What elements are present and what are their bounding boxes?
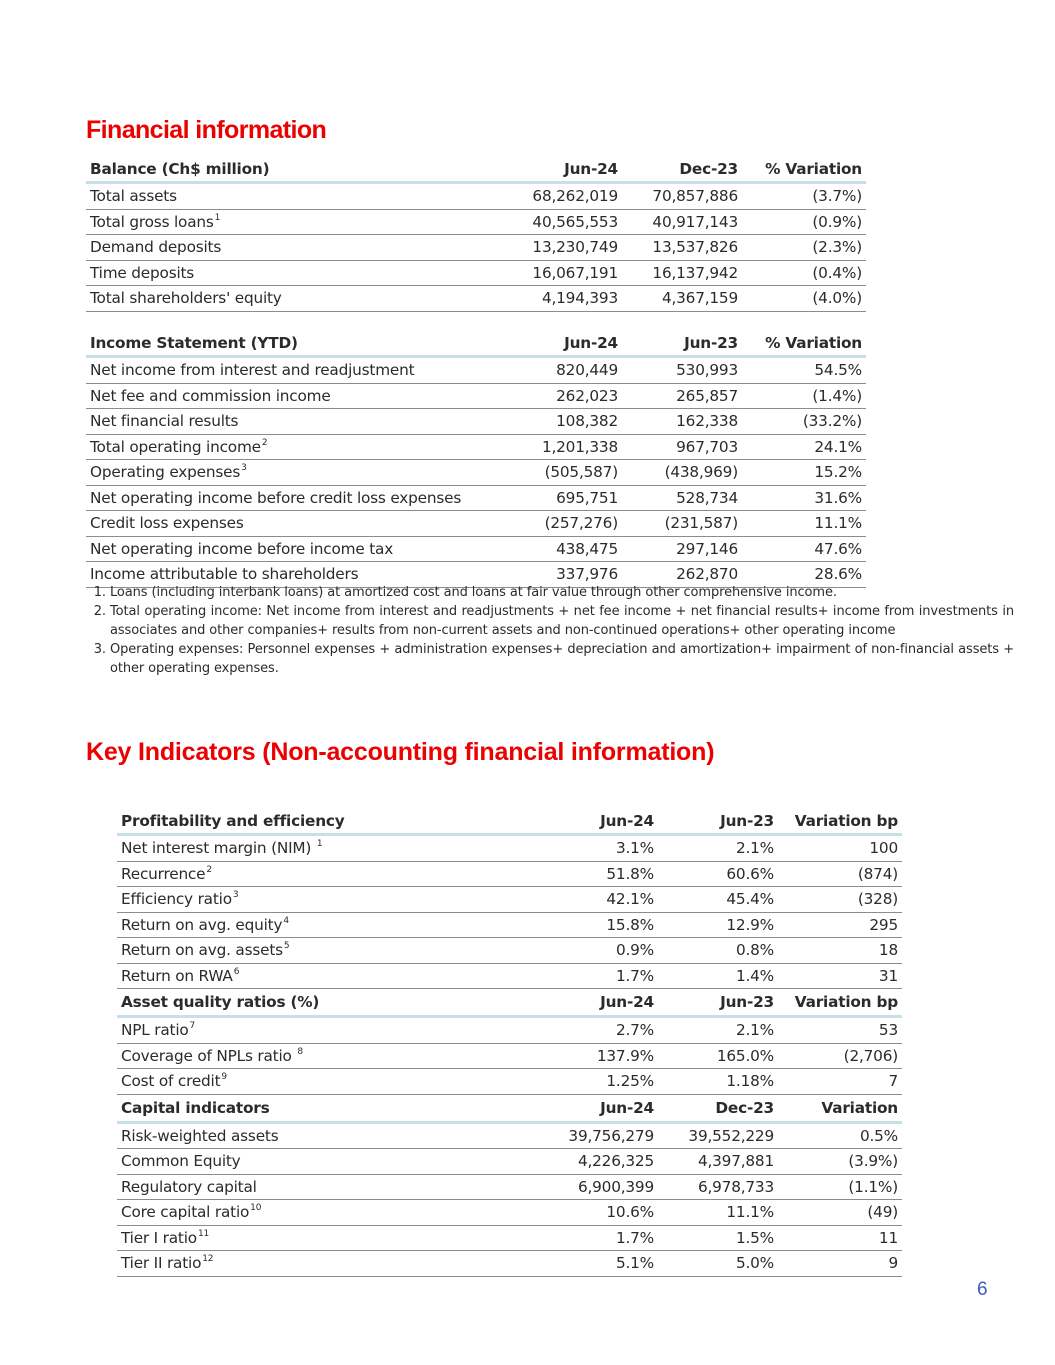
value-cell: (49)	[778, 1200, 902, 1226]
value-cell: (0.9%)	[742, 209, 866, 235]
row-label-text: Net operating income before income tax	[90, 539, 394, 558]
value-cell: 528,734	[622, 485, 742, 511]
value-cell: 2.7%	[540, 1017, 658, 1044]
row-label	[86, 434, 486, 460]
value-cell: 137.9%	[540, 1043, 658, 1069]
table-row	[117, 938, 902, 964]
footnote-marker: 4	[283, 915, 289, 926]
value-cell: 18	[778, 938, 902, 964]
row-label-text: Regulatory capital	[121, 1177, 257, 1196]
column-header: Jun-24	[540, 989, 658, 1017]
value-cell: 13,230,749	[486, 235, 622, 261]
footnote-marker: 3	[241, 463, 247, 474]
value-cell: 6,900,399	[540, 1174, 658, 1200]
value-cell: 2.1%	[658, 1017, 778, 1044]
footnote-marker: 12	[202, 1254, 214, 1265]
value-cell: 265,857	[622, 383, 742, 409]
value-cell: 60.6%	[658, 861, 778, 887]
table-row	[117, 1043, 902, 1069]
section-header: Capital indicators	[117, 1094, 540, 1122]
value-cell: 297,146	[622, 536, 742, 562]
table-row	[117, 887, 902, 913]
row-label-text: Net fee and commission income	[90, 386, 331, 405]
footnote-marker: 1	[316, 839, 323, 850]
row-label	[86, 485, 486, 511]
value-cell: (2.3%)	[742, 235, 866, 261]
row-label	[86, 209, 486, 235]
value-cell: 68,262,019	[486, 183, 622, 210]
table-row	[86, 286, 866, 312]
row-label-text: Recurrence	[121, 864, 206, 883]
value-cell: 1.7%	[540, 1225, 658, 1251]
column-header: Jun-24	[540, 809, 658, 835]
row-label-text: Net income from interest and readjustment	[90, 361, 415, 380]
value-cell: 2.1%	[658, 835, 778, 862]
value-cell: 15.8%	[540, 912, 658, 938]
value-cell: 40,917,143	[622, 209, 742, 235]
column-header: Jun-24	[486, 157, 622, 183]
column-header: Dec-23	[658, 1094, 778, 1122]
value-cell: 39,552,229	[658, 1122, 778, 1149]
value-cell: 5.0%	[658, 1251, 778, 1277]
row-label-text: Cost of credit	[121, 1072, 221, 1091]
table-row	[117, 1251, 902, 1277]
row-label	[117, 1043, 540, 1069]
value-cell: 39,756,279	[540, 1122, 658, 1149]
value-cell: (4.0%)	[742, 286, 866, 312]
row-label-text: Demand deposits	[90, 238, 222, 257]
row-label	[117, 938, 540, 964]
row-label	[117, 1251, 540, 1277]
table-row	[117, 1122, 902, 1149]
value-cell: 4,194,393	[486, 286, 622, 312]
column-header: % Variation	[742, 157, 866, 183]
row-label	[117, 1225, 540, 1251]
value-cell: 42.1%	[540, 887, 658, 913]
row-label	[86, 183, 486, 210]
value-cell: 1.25%	[540, 1069, 658, 1095]
row-label-text: Tier I ratio	[121, 1228, 197, 1247]
row-label-text: Efficiency ratio	[121, 890, 232, 909]
row-label	[117, 1017, 540, 1044]
row-label-text: Coverage of NPLs ratio	[121, 1046, 297, 1065]
value-cell: 438,475	[486, 536, 622, 562]
value-cell: 4,367,159	[622, 286, 742, 312]
value-cell: 3.1%	[540, 835, 658, 862]
value-cell: 12.9%	[658, 912, 778, 938]
table-row	[86, 409, 866, 435]
value-cell: 40,565,553	[486, 209, 622, 235]
value-cell: 47.6%	[742, 536, 866, 562]
value-cell: 7	[778, 1069, 902, 1095]
value-cell: 5.1%	[540, 1251, 658, 1277]
value-cell: 15.2%	[742, 460, 866, 486]
value-cell: (505,587)	[486, 460, 622, 486]
column-header: Jun-23	[622, 331, 742, 357]
value-cell: 6,978,733	[658, 1174, 778, 1200]
row-label-text: Net financial results	[90, 412, 239, 431]
value-cell: 31.6%	[742, 485, 866, 511]
value-cell: 165.0%	[658, 1043, 778, 1069]
column-header: Jun-24	[540, 1094, 658, 1122]
row-label	[86, 260, 486, 286]
row-label	[86, 409, 486, 435]
table-row	[117, 963, 902, 989]
row-label-text: NPL ratio	[121, 1021, 189, 1040]
table-row	[117, 1225, 902, 1251]
footnote-marker: 7	[189, 1021, 196, 1032]
column-header: Variation	[778, 1094, 902, 1122]
value-cell: 51.8%	[540, 861, 658, 887]
column-header: Jun-23	[658, 989, 778, 1017]
row-label	[117, 912, 540, 938]
value-cell: 11.1%	[658, 1200, 778, 1226]
footnote-marker: 8	[297, 1046, 303, 1057]
value-cell: (1.4%)	[742, 383, 866, 409]
row-label	[117, 1122, 540, 1149]
table-row	[86, 209, 866, 235]
value-cell: 108,382	[486, 409, 622, 435]
capital-header-row	[117, 1094, 902, 1122]
value-cell: 1.5%	[658, 1225, 778, 1251]
value-cell: 1.18%	[658, 1069, 778, 1095]
table-row	[117, 1069, 902, 1095]
column-header: % Variation	[742, 331, 866, 357]
value-cell: 0.9%	[540, 938, 658, 964]
value-cell: (0.4%)	[742, 260, 866, 286]
value-cell: 695,751	[486, 485, 622, 511]
value-cell: 11	[778, 1225, 902, 1251]
value-cell: 28.6%	[742, 562, 866, 588]
value-cell: (33.2%)	[742, 409, 866, 435]
footnote-marker: 2	[261, 437, 268, 448]
value-cell: 0.8%	[658, 938, 778, 964]
row-label-text: Return on avg. equity	[121, 915, 283, 934]
value-cell: (1.1%)	[778, 1174, 902, 1200]
table-row	[117, 1174, 902, 1200]
value-cell: 1.4%	[658, 963, 778, 989]
value-cell: 24.1%	[742, 434, 866, 460]
value-cell: 162,338	[622, 409, 742, 435]
value-cell: 100	[778, 835, 902, 862]
row-label-text: Tier II ratio	[121, 1254, 202, 1273]
value-cell: 337,976	[486, 562, 622, 588]
row-label-text: Net interest margin (NIM)	[121, 839, 316, 858]
row-label-text: Common Equity	[121, 1152, 241, 1171]
footnote-marker: 10	[250, 1203, 262, 1214]
value-cell: (3.7%)	[742, 183, 866, 210]
value-cell: 295	[778, 912, 902, 938]
column-header: Jun-24	[486, 331, 622, 357]
footnote: 3. Operating expenses: Personnel expenses + administration expenses+ depreciation and amortization+ impairment of non-financial assets + other operating expenses.	[110, 640, 1014, 678]
value-cell: 1.7%	[540, 963, 658, 989]
section-header: Profitability and efficiency	[117, 809, 540, 835]
row-label-text: Time deposits	[90, 263, 195, 282]
table-row	[117, 861, 902, 887]
key-indicators-title: Key Indicators (Non-accounting financial information)	[86, 738, 715, 766]
footnote-marker: 5	[283, 941, 290, 952]
value-cell: (257,276)	[486, 511, 622, 537]
row-label	[86, 383, 486, 409]
row-label	[117, 963, 540, 989]
table-row	[117, 912, 902, 938]
value-cell: 4,397,881	[658, 1149, 778, 1175]
page-number: 6	[977, 1279, 988, 1300]
value-cell: 967,703	[622, 434, 742, 460]
key-indicators-table	[117, 809, 902, 1277]
row-label-text: Total shareholders' equity	[90, 289, 282, 308]
table-row	[117, 1149, 902, 1175]
row-label-text: Total gross loans	[90, 212, 214, 231]
value-cell: 31	[778, 963, 902, 989]
balance-table	[86, 157, 866, 312]
row-label	[117, 861, 540, 887]
table-row	[86, 485, 866, 511]
row-label	[86, 460, 486, 486]
value-cell: 262,870	[622, 562, 742, 588]
table-row	[86, 511, 866, 537]
row-label-text: Core capital ratio	[121, 1203, 250, 1222]
section-header: Asset quality ratios (%)	[117, 989, 540, 1017]
footnote-marker: 2	[206, 864, 212, 875]
table-row	[86, 357, 866, 384]
column-header: Balance (Ch$ million)	[86, 157, 486, 183]
value-cell: 16,137,942	[622, 260, 742, 286]
financial-information-title: Financial information	[86, 116, 327, 144]
income-header-row	[86, 331, 866, 357]
table-row	[86, 434, 866, 460]
column-header: Variation bp	[778, 809, 902, 835]
value-cell: (874)	[778, 861, 902, 887]
footnote-marker: 11	[197, 1228, 209, 1239]
row-label	[86, 286, 486, 312]
asset-quality-header-row	[117, 989, 902, 1017]
row-label-text: Risk-weighted assets	[121, 1126, 279, 1145]
footnote: 1. Loans (including interbank loans) at amortized cost and loans at fair value through other comprehensive income.	[110, 583, 1014, 602]
value-cell: 820,449	[486, 357, 622, 384]
row-label	[86, 235, 486, 261]
table-row	[117, 1017, 902, 1044]
value-cell: 9	[778, 1251, 902, 1277]
row-label-text: Return on avg. assets	[121, 941, 283, 960]
footnote-marker: 1	[214, 212, 221, 223]
table-row	[86, 183, 866, 210]
column-header: Jun-23	[658, 809, 778, 835]
row-label-text: Income attributable to shareholders	[90, 565, 359, 584]
table-row	[86, 460, 866, 486]
row-label	[117, 1069, 540, 1095]
table-row	[86, 383, 866, 409]
value-cell: 54.5%	[742, 357, 866, 384]
footnote-marker: 9	[221, 1072, 227, 1083]
balance-header-row	[86, 157, 866, 183]
row-label-text: Net operating income before credit loss expenses	[90, 488, 462, 507]
row-label	[86, 511, 486, 537]
value-cell: 4,226,325	[540, 1149, 658, 1175]
row-label	[86, 357, 486, 384]
row-label-text: Operating expenses	[90, 463, 241, 482]
value-cell: (3.9%)	[778, 1149, 902, 1175]
footnote-marker: 3	[232, 890, 239, 901]
value-cell: (2,706)	[778, 1043, 902, 1069]
table-row	[86, 235, 866, 261]
value-cell: (328)	[778, 887, 902, 913]
row-label	[117, 887, 540, 913]
value-cell: (231,587)	[622, 511, 742, 537]
value-cell: 10.6%	[540, 1200, 658, 1226]
row-label	[117, 1174, 540, 1200]
footnote-marker: 6	[233, 966, 240, 977]
value-cell: 11.1%	[742, 511, 866, 537]
row-label-text: Credit loss expenses	[90, 514, 244, 533]
row-label	[117, 1149, 540, 1175]
column-header: Income Statement (YTD)	[86, 331, 486, 357]
value-cell: 0.5%	[778, 1122, 902, 1149]
value-cell: (438,969)	[622, 460, 742, 486]
column-header: Dec-23	[622, 157, 742, 183]
row-label-text: Total assets	[90, 187, 177, 206]
table-row	[117, 835, 902, 862]
income-statement-table	[86, 331, 866, 588]
table-row	[117, 1200, 902, 1226]
value-cell: 530,993	[622, 357, 742, 384]
value-cell: 262,023	[486, 383, 622, 409]
value-cell: 45.4%	[658, 887, 778, 913]
profitability-header-row	[117, 809, 902, 835]
table-row	[86, 536, 866, 562]
value-cell: 53	[778, 1017, 902, 1044]
row-label-text: Total operating income	[90, 437, 261, 456]
footnote: 2. Total operating income: Net income from interest and readjustments + net fee income + net financial results+ income from investments in associates and other companies+ results from non-current assets and non-continued operations+ other operating income	[110, 602, 1014, 640]
row-label-text: Return on RWA	[121, 966, 233, 985]
value-cell: 1,201,338	[486, 434, 622, 460]
row-label	[117, 835, 540, 862]
footnotes	[86, 583, 1014, 678]
value-cell: 70,857,886	[622, 183, 742, 210]
column-header: Variation bp	[778, 989, 902, 1017]
row-label	[117, 1200, 540, 1226]
row-label	[86, 536, 486, 562]
value-cell: 13,537,826	[622, 235, 742, 261]
table-row	[86, 260, 866, 286]
value-cell: 16,067,191	[486, 260, 622, 286]
